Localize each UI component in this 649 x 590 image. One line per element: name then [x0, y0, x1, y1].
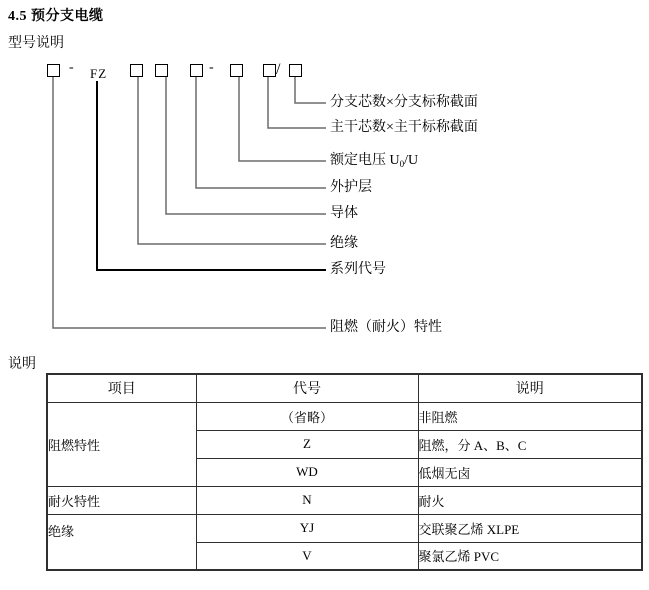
- model-box-rated-voltage: [230, 64, 243, 77]
- model-box-outer-sheath: [190, 64, 203, 77]
- item-flame-retardant: 阻燃特性: [47, 402, 196, 486]
- code-cell: Z: [196, 430, 418, 458]
- code-cell: V: [196, 542, 418, 570]
- code-cell: N: [196, 486, 418, 514]
- label-series-code: 系列代号: [330, 262, 386, 277]
- notes-heading: 说明: [8, 357, 36, 372]
- desc-cell: 非阻燃: [418, 402, 642, 430]
- desc-cell: 聚氯乙烯 PVC: [418, 542, 642, 570]
- header-code: 代号: [196, 374, 418, 402]
- label-conductor: 导体: [330, 206, 358, 221]
- desc-cell: 交联聚乙烯 XLPE: [418, 514, 642, 542]
- code-cell: YJ: [196, 514, 418, 542]
- model-box-flame-retardant: [47, 64, 60, 77]
- label-insulation: 绝缘: [330, 236, 358, 251]
- model-code-dash: -: [209, 60, 214, 75]
- label-outer-sheath: 外护层: [330, 180, 372, 195]
- table-row: [47, 514, 642, 542]
- label-flame-retardant: 阻燃（耐火）特性: [330, 320, 442, 335]
- model-box-branch-spec: [289, 64, 302, 77]
- model-series-code: FZ: [90, 66, 108, 81]
- rated-voltage-suffix: /U: [404, 153, 419, 168]
- desc-cell: 低烟无卤: [418, 458, 642, 486]
- label-rated-voltage: [330, 153, 418, 172]
- model-code-slash: /: [276, 61, 281, 78]
- model-box-trunk-spec: [263, 64, 276, 77]
- model-box-conductor: [155, 64, 168, 77]
- item-insulation: 绝缘: [47, 514, 196, 570]
- model-box-insulation: [130, 64, 143, 77]
- table-row: [47, 486, 642, 514]
- section-title: 4.5 预分支电缆: [8, 9, 104, 24]
- rated-voltage-subscript: 0: [399, 159, 405, 169]
- table-row: [47, 402, 642, 430]
- header-description: 说明: [418, 374, 642, 402]
- table-header-row: [47, 374, 642, 402]
- header-item: 项目: [47, 374, 196, 402]
- code-cell: WD: [196, 458, 418, 486]
- rated-voltage-text: 额定电压 U: [330, 153, 400, 168]
- item-fire-resistant: 耐火特性: [47, 486, 196, 514]
- label-trunk-cores: 主干芯数×主干标称截面: [330, 120, 478, 135]
- model-code-dash: -: [69, 60, 74, 75]
- label-branch-cores: 分支芯数×分支标称截面: [330, 95, 478, 110]
- desc-cell: 耐火: [418, 486, 642, 514]
- model-designation-heading: 型号说明: [8, 36, 64, 51]
- code-explanation-table: [46, 373, 643, 571]
- code-cell: （省略）: [196, 402, 418, 430]
- desc-cell: 阻燃，分 A、B、C: [418, 430, 642, 458]
